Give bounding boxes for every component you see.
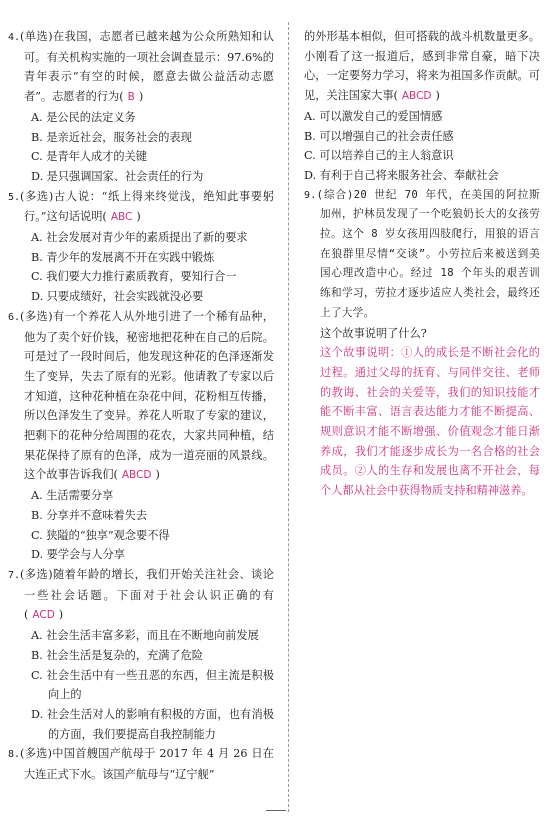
question-number: 8. — [8, 749, 21, 761]
option-d: D. 有利于自己将来服务社会、奉献社会 — [304, 168, 499, 182]
answer-text: ABCD — [121, 469, 152, 482]
question-text: (多选)有一个养花人从外地引进了一个稀有品种，他为了卖个好价钱，秘密地把花种在自己的后院。可是过了一段时间后，他发现这种花的色泽逐渐发生了变异，失去了原有的光彩。他请教了专家以后才知道，这种花种植在杂花中间，花粉相互传播，所以色泽发生了变异。养花人听取了专家的建议，把剩下的花种分给周围的花农，大家共同种植，结果花保持了原有的色泽，成为一道亮丽的风景线。这个故事告诉我们( — [20, 309, 274, 482]
question-number: 5. — [8, 191, 21, 203]
question-text: (综合)20 世纪 70 年代，在美国的阿拉斯加州，护林员发现了一个吃狼奶长大的女孩劳拉。这个 8 岁女孩用四肢爬行，用狼的语言在狼群里尽情“交谈”。小劳拉后来被送到美国心理改造中心。经过 18 个年头的艰苦训练和学习，劳拉才逐步适应人类社会，最终还上了大学。 — [316, 188, 540, 319]
option-d: D. 只要成绩好，社会实践就没必要 — [31, 290, 204, 304]
question-4 — [8, 27, 274, 187]
option-c: C. 可以培养自己的主人翁意识 — [304, 149, 454, 163]
question-text: (多选)随着年龄的增长，我们开始关注社会、谈论一些社会话题。下面对于社会认识正确的有( — [20, 567, 274, 622]
question-8-continued — [304, 27, 540, 186]
option-b: B. 分享并不意味着失去 — [31, 508, 148, 522]
right-column — [304, 27, 540, 501]
question-text: (多选)中国首艘国产航母于 2017 年 4 月 26 日在大连正式下水。该国产航母与“辽宁舰” — [20, 747, 274, 782]
option-c: C. 社会生活中有一些丑恶的东西，但主流是积极向上的 — [31, 668, 274, 702]
question-8 — [8, 744, 274, 784]
option-a: A. 可以激发自己的爱国情感 — [304, 109, 443, 123]
option-c: C. 是青年人成才的关键 — [31, 150, 147, 164]
question-9 — [304, 186, 540, 501]
option-d: D. 要学会与人分享 — [31, 548, 125, 562]
option-a: A. 生活需要分享 — [31, 489, 114, 503]
option-b: B. 是亲近社会，服务社会的表现 — [31, 130, 192, 144]
question-text: (单选)在我国，志愿者已越来越为公众所熟知和认可。有关机构实施的一项社会调查显示：97.6%的青年表示“有空的时候，愿意去做公益活动志愿者”。志愿者的行为( — [20, 30, 274, 104]
question-6 — [8, 307, 274, 565]
question-number: 6. — [8, 311, 21, 323]
option-b: B. 青少年的发展离不开在实践中锻炼 — [31, 250, 215, 264]
paren-close: ) — [435, 89, 440, 103]
option-c: C. 我们要大力推行素质教育，要知行合一 — [31, 270, 237, 284]
option-a: A. 社会生活丰富多彩，而且在不断地向前发展 — [31, 629, 259, 643]
option-b: B. 社会生活是复杂的，充满了危险 — [31, 648, 203, 662]
question-number: 7. — [8, 569, 21, 581]
paren-close: ) — [155, 468, 160, 482]
question-text: (多选)古人说：“纸上得来终觉浅，绝知此事要躬行。”这句话说明( — [20, 189, 274, 224]
question-text: 的外形基本相似，但可搭载的战斗机数量更多。小刚看了这一报道后，感到非常自豪，暗下决心，一定要努力学习，将来为祖国多作贡献。可见，关注国家大事( — [304, 30, 540, 103]
answer-text: 这个故事说明：①人的成长是不断社会化的过程。通过父母的抚育、与同伴交往、老师的教诲、社会的关爱等，我们的知识技能才能不断丰富、语言表达能力才能不断提高、规则意识才能不断增强、价值观念才能日渐养成，我们才能逐步成长为一名合格的社会成员。②人的生存和发展也离不开社会，每个人都从社会中获得物质支持和精神滋养。 — [320, 346, 540, 498]
question-5 — [8, 187, 274, 307]
option-a: A. 是公民的法定义务 — [31, 110, 136, 124]
left-column — [8, 27, 274, 785]
option-d: D. 社会生活对人的影响有积极的方面，也有消极的方面，我们要提高自我控制能力 — [31, 707, 274, 741]
page-footer-mark — [266, 808, 286, 814]
question-number: 4. — [8, 32, 21, 43]
paren-close: ) — [58, 608, 64, 622]
question-number: 9. — [304, 189, 317, 201]
question-prompt: 这个故事说明了什么? — [320, 326, 427, 340]
column-divider — [288, 22, 289, 812]
answer-text: ACD — [32, 609, 55, 622]
paren-close: ) — [136, 210, 141, 224]
option-b: B. 可以增强自己的社会责任感 — [304, 129, 454, 143]
question-7 — [8, 565, 274, 744]
option-d: D. 是只强调国家、社会责任的行为 — [31, 169, 204, 183]
answer-text: B — [127, 91, 135, 104]
answer-text: ABC — [110, 211, 133, 224]
option-a: A. 社会发展对青少年的素质提出了新的要求 — [31, 231, 248, 245]
option-c: C. 狭隘的“独享”观念要不得 — [31, 528, 170, 542]
paren-close: ) — [138, 90, 144, 104]
answer-text: ABCD — [401, 90, 432, 103]
